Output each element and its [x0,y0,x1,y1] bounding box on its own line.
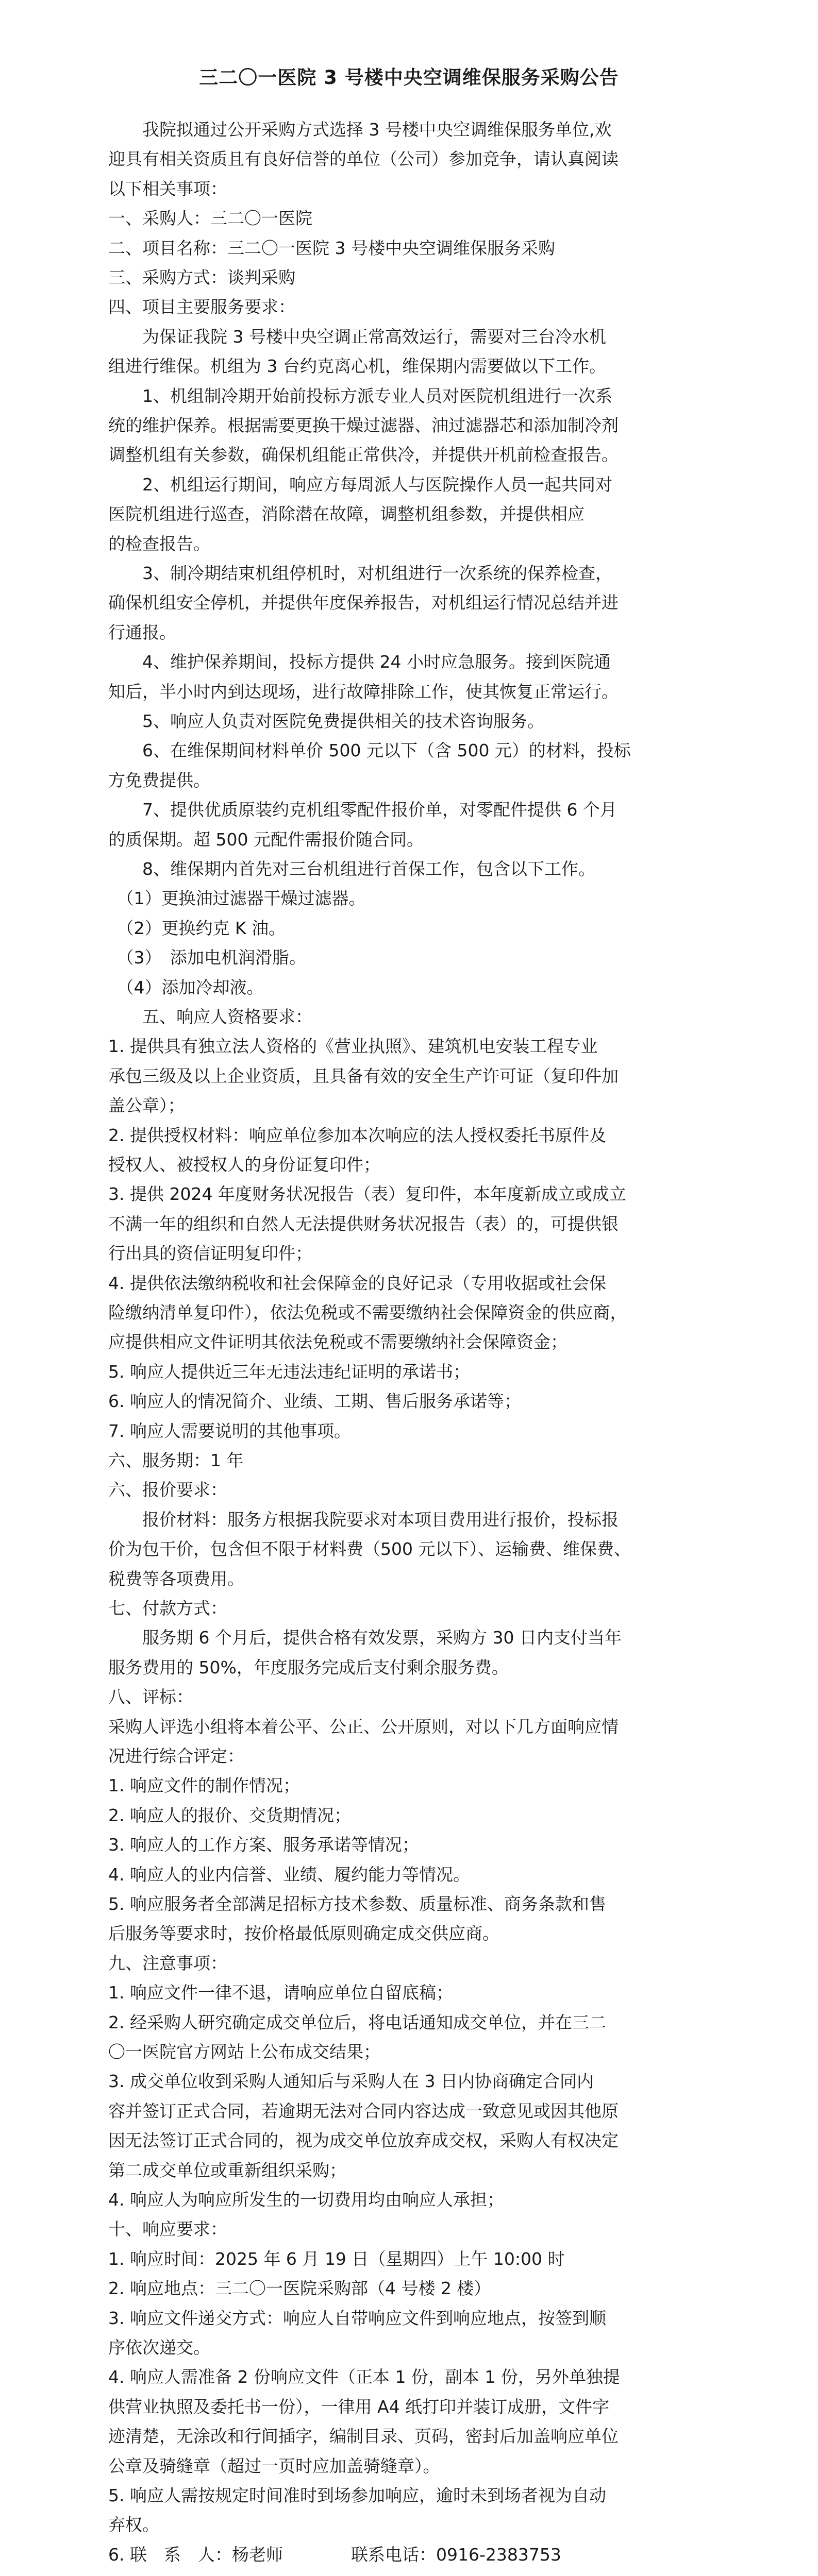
body-line: 统的维护保养。根据需要更换干燥过滤器、油过滤器芯和添加制冷剂 [108,415,619,435]
body-line: 盖公章）； [108,1095,185,1116]
body-line: 五、响应人资格要求： [108,1007,312,1027]
body-line: 确保机组安全停机，并提供年度保养报告，对机组运行情况总结并进 [108,592,619,613]
body-line: 第二成交单位或重新组织采购； [108,2160,346,2180]
body-line: 3. 提供 2024 年度财务状况报告（表）复印件，本年度新成立或成立 [108,1184,626,1205]
body-line: 的质保期。超 500 元配件需报价随合同。 [108,829,424,850]
body-line: 3、制冷期结束机组停机时，对机组进行一次系统的保养检查， [108,563,612,583]
body-line: 行出具的资信证明复印件； [108,1243,312,1264]
body-line: （4）添加冷却液。 [108,977,264,997]
body-line: 因无法签订正式合同的，视为成交单位放弃成交权，采购人有权决定 [108,2130,619,2151]
body-line: 2. 提供授权材料：响应单位参加本次响应的法人授权委托书原件及 [108,1125,606,1145]
body-line: 1. 响应文件一律不退，请响应单位自留底稿； [108,1982,453,2003]
body-line: 承包三级及以上企业资质，且具备有效的安全生产许可证（复印件加 [108,1065,619,1086]
body-line: 价为包干价，包含但不限于材料费（500 元以下）、运输费、维保费、 [108,1539,631,1560]
body-line: 容并签订正式合同，若逾期无法对合同内容达成一致意见或因其他原 [108,2100,619,2121]
body-line: 以下相关事项： [108,178,227,199]
body-line: 六、服务期：1 年 [108,1450,244,1470]
body-line: 公章及骑缝章（超过一页时应加盖骑缝章）。 [108,2455,440,2476]
body-line: 8、维保期内首先对三台机组进行首保工作，包含以下工作。 [108,859,595,879]
body-line: 况进行综合评定： [108,1746,244,1766]
body-line: 迎具有相关资质且有良好信誉的单位（公司）参加竞争，请认真阅读 [108,149,619,170]
body-line: 为保证我院 3 号楼中央空调正常高效运行，需要对三台冷水机 [108,326,606,347]
body-line: 2、机组运行期间，响应方每周派人与医院操作人员一起共同对 [108,474,612,495]
body-line: 后服务等要求时，按价格最低原则确定成交供应商。 [108,1923,499,1944]
body-line: 5. 响应人提供近三年无违法违纪证明的承诺书； [108,1361,470,1382]
body-line: 八、评标： [108,1687,193,1707]
body-line: 二、项目名称：三二〇一医院 3 号楼中央空调维保服务采购 [108,238,555,258]
body-line: 1. 响应文件的制作情况； [108,1775,300,1796]
body-line: 4. 提供依法缴纳税收和社会保障金的良好记录（专用收据或社会保 [108,1273,606,1293]
body-line: 7. 响应人需要说明的其他事项。 [108,1420,351,1441]
body-line: 授权人、被授权人的身份证复印件； [108,1155,380,1175]
body-line: 行通报。 [108,622,176,642]
body-line: 调整机组有关参数，确保机组能正常供冷，并提供开机前检查报告。 [108,445,619,465]
body-line: 6. 联 系 人：杨老师 联系电话：0916-2383753 [108,2544,561,2565]
body-line: 服务费用的 50%，年度服务完成后支付剩余服务费。 [108,1657,509,1677]
body-line: 险缴纳清单复印件），依法免税或不需要缴纳社会保障资金的供应商， [108,1302,627,1323]
body-line: （2）更换约克 K 油。 [108,918,286,938]
body-line: 六、报价要求： [108,1480,227,1500]
document-title: 三二〇一医院 3 号楼中央空调维保服务采购公告 [199,66,619,89]
body-line: 四、项目主要服务要求： [108,297,295,317]
body-line: 2. 响应人的报价、交货期情况； [108,1805,351,1825]
body-line: 3. 成交单位收到采购人通知后与采购人在 3 日内协商确定合同内 [108,2071,594,2092]
body-line: 一、采购人：三二〇一医院 [108,208,312,229]
body-line: 6、在维保期间材料单价 500 元以下（含 500 元）的材料，投标 [108,740,631,761]
body-line: 4、维护保养期间，投标方提供 24 小时应急服务。接到医院通 [108,652,611,672]
body-line: 迹清楚，无涂改和行间插字，编制目录、页码，密封后加盖响应单位 [108,2426,619,2447]
body-line: 我院拟通过公开采购方式选择 3 号楼中央空调维保服务单位,欢 [108,120,612,140]
body-line: 供营业执照及委托书一份），一律用 A4 纸打印并装订成册，文件字 [108,2396,610,2417]
body-line: 序依次递交。 [108,2337,210,2358]
body-line: 十、响应要求： [108,2219,227,2240]
body-line: 6. 响应人的情况简介、业绩、工期、售后服务承诺等； [108,1391,521,1412]
body-line: 2. 经采购人研究确定成交单位后，将电话通知成交单位，并在三二 [108,2012,606,2032]
body-line: 3. 响应人的工作方案、服务承诺等情况； [108,1835,419,1855]
body-line: 组进行维保。机组为 3 台约克离心机，维保期内需要做以下工作。 [108,356,606,377]
body-line: 方免费提供。 [108,770,210,790]
body-line: 医院机组进行巡查，消除潜在故障，调整机组参数，并提供相应 [108,504,585,524]
body-line: 2. 响应地点：三二〇一医院采购部（4 号楼 2 楼） [108,2278,491,2299]
body-line: 七、付款方式： [108,1598,227,1618]
body-line: 〇一医院官方网站上公布成交结果； [108,2042,380,2062]
body-line: 1、机组制冷期开始前投标方派专业人员对医院机组进行一次系 [108,385,612,406]
body-line: 九、注意事项： [108,1953,227,1973]
body-line: 5. 响应服务者全部满足招标方技术参数、质量标准、商务条款和售 [108,1894,606,1914]
body-line: 7、提供优质原装约克机组零配件报价单，对零配件提供 6 个月 [108,800,617,820]
body-line: 采购人评选小组将本着公平、公正、公开原则，对以下几方面响应情 [108,1716,619,1737]
body-line: 4. 响应人为响应所发生的一切费用均由响应人承担； [108,2190,504,2210]
body-line: 5、响应人负责对医院免费提供相关的技术咨询服务。 [108,711,544,731]
body-line: 三、采购方式：谈判采购 [108,267,295,287]
body-line: 服务期 6 个月后，提供合格有效发票，采购方 30 日内支付当年 [108,1628,622,1648]
body-line: 5. 响应人需按规定时间准时到场参加响应，逾时未到场者视为自动 [108,2485,606,2505]
body-line: 4. 响应人的业内信誉、业绩、履约能力等情况。 [108,1864,470,1885]
body-line: 不满一年的组织和自然人无法提供财务状况报告（表）的，可提供银 [108,1213,619,1234]
body-line: 应提供相应文件证明其依法免税或不需要缴纳社会保障资金； [108,1332,567,1352]
body-line: 报价材料：服务方根据我院要求对本项目费用进行报价，投标报 [108,1509,619,1530]
body-line: （1）更换油过滤器干燥过滤器。 [108,888,366,909]
body-line: 税费等各项费用。 [108,1568,244,1589]
body-line: 弃权。 [108,2515,159,2535]
body-line: 3. 响应文件递交方式：响应人自带响应文件到响应地点，按签到顺 [108,2308,606,2328]
body-line: 4. 响应人需准备 2 份响应文件（正本 1 份，副本 1 份，另外单独提 [108,2367,620,2387]
body-line: 1. 提供具有独立法人资格的《营业执照》、建筑机电安装工程专业 [108,1036,598,1057]
body-line: 知后，半小时内到达现场，进行故障排除工作，使其恢复正常运行。 [108,681,619,702]
body-line: 1. 响应时间：2025 年 6 月 19 日（星期四）上午 10:00 时 [108,2248,565,2269]
body-line: （3） 添加电机润滑脂。 [108,947,306,968]
body-line: 的检查报告。 [108,533,210,554]
